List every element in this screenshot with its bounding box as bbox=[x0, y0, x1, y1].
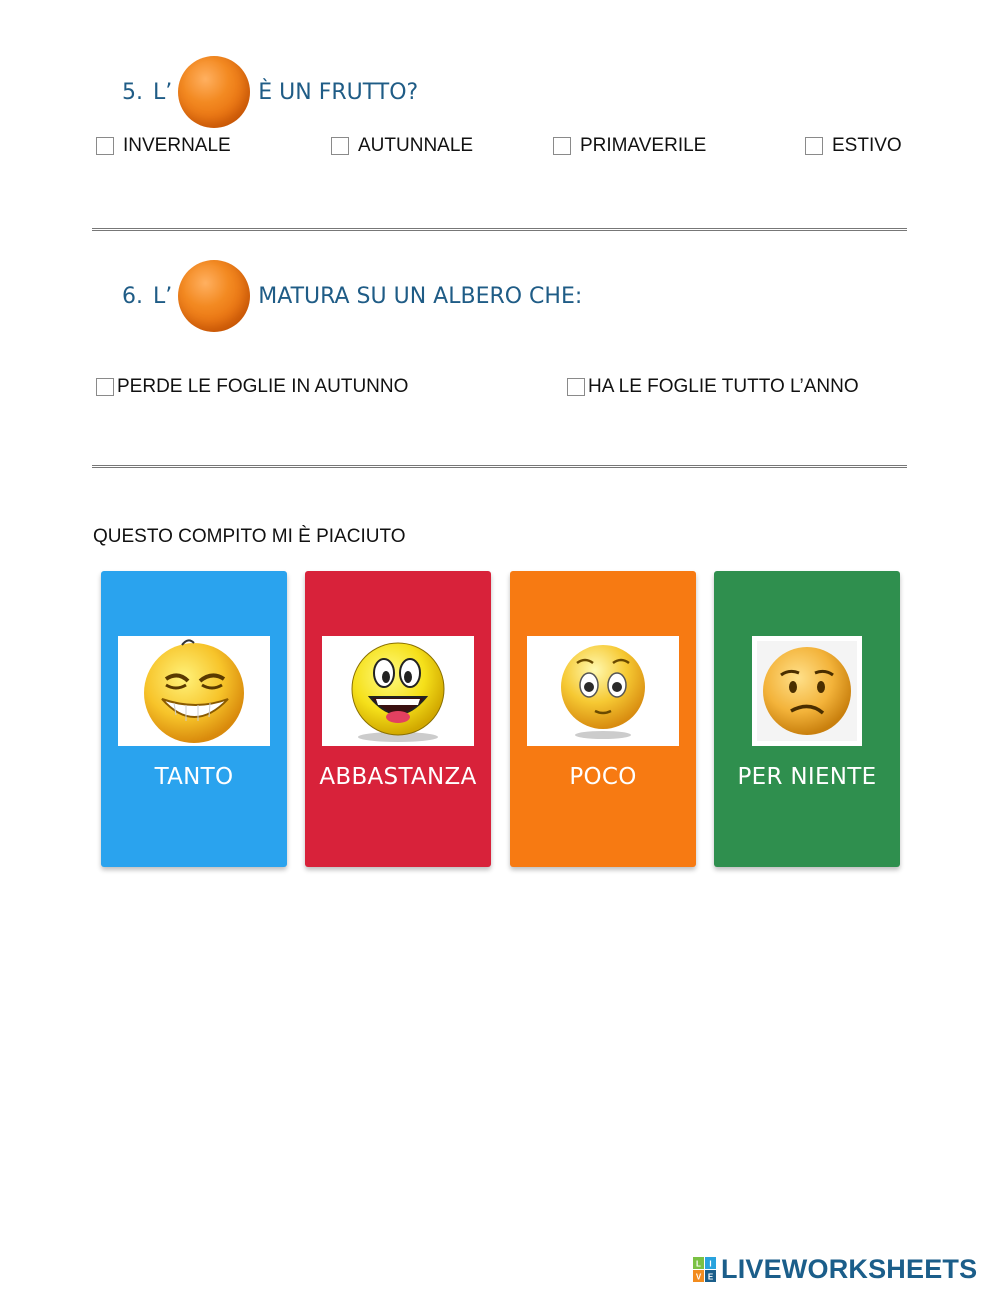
liveworksheets-logo-icon bbox=[693, 1257, 717, 1283]
liveworksheets-logo bbox=[693, 1254, 977, 1285]
option-label: PERDE LE FOGLIE IN AUTUNNO bbox=[117, 376, 409, 397]
question-article: L’ bbox=[153, 283, 173, 309]
option-label: INVERNALE bbox=[123, 135, 231, 156]
svg-text:V: V bbox=[695, 1272, 702, 1281]
question-text: È UN FRUTTO? bbox=[258, 79, 419, 105]
svg-text:I: I bbox=[709, 1259, 712, 1268]
checkbox[interactable] bbox=[96, 137, 114, 155]
slightly-smiling-face-icon bbox=[547, 637, 659, 745]
feedback-card-tanto[interactable] bbox=[101, 571, 287, 867]
option-label: AUTUNNALE bbox=[358, 135, 474, 156]
laughing-face-icon bbox=[342, 637, 454, 745]
feedback-card-poco[interactable] bbox=[510, 571, 696, 867]
option-invernale[interactable] bbox=[96, 135, 231, 157]
orange-icon bbox=[178, 260, 250, 332]
emoji-frame bbox=[752, 636, 862, 746]
card-label: TANTO bbox=[154, 764, 234, 790]
emoji-frame bbox=[527, 636, 679, 746]
emoji-frame bbox=[118, 636, 270, 746]
option-label: HA LE FOGLIE TUTTO L’ANNO bbox=[588, 376, 859, 397]
card-label: POCO bbox=[569, 764, 637, 790]
orange-icon bbox=[178, 56, 250, 128]
option-label: ESTIVO bbox=[832, 135, 902, 156]
option-autunnale[interactable] bbox=[331, 135, 473, 157]
card-label: PER NIENTE bbox=[737, 764, 877, 790]
checkbox[interactable] bbox=[96, 378, 114, 396]
question-article: L’ bbox=[153, 79, 173, 105]
question-number: 5. bbox=[122, 79, 143, 105]
svg-text:E: E bbox=[707, 1272, 714, 1281]
question-text: MATURA SU UN ALBERO CHE: bbox=[258, 283, 583, 309]
emoji-frame bbox=[322, 636, 474, 746]
grinning-face-icon bbox=[138, 637, 250, 745]
confused-face-icon bbox=[757, 641, 857, 741]
feedback-card-abbastanza[interactable] bbox=[305, 571, 491, 867]
feedback-title: QUESTO COMPITO MI È PIACIUTO bbox=[93, 526, 406, 547]
checkbox[interactable] bbox=[553, 137, 571, 155]
divider bbox=[92, 465, 907, 468]
option-label: PRIMAVERILE bbox=[580, 135, 707, 156]
feedback-card-per-niente[interactable] bbox=[714, 571, 900, 867]
question-5-heading bbox=[122, 56, 418, 128]
checkbox[interactable] bbox=[567, 378, 585, 396]
question-number: 6. bbox=[122, 283, 143, 309]
option-estivo[interactable] bbox=[805, 135, 902, 157]
card-label: ABBASTANZA bbox=[319, 764, 477, 790]
option-foglie-tutto-anno[interactable] bbox=[567, 376, 859, 398]
option-primaverile[interactable] bbox=[553, 135, 706, 157]
svg-text:L: L bbox=[696, 1259, 701, 1268]
brand-name: LIVEWORKSHEETS bbox=[721, 1254, 978, 1284]
question-6-heading bbox=[122, 260, 582, 332]
divider bbox=[92, 228, 907, 231]
option-perde-foglie[interactable] bbox=[96, 376, 408, 398]
checkbox[interactable] bbox=[331, 137, 349, 155]
checkbox[interactable] bbox=[805, 137, 823, 155]
